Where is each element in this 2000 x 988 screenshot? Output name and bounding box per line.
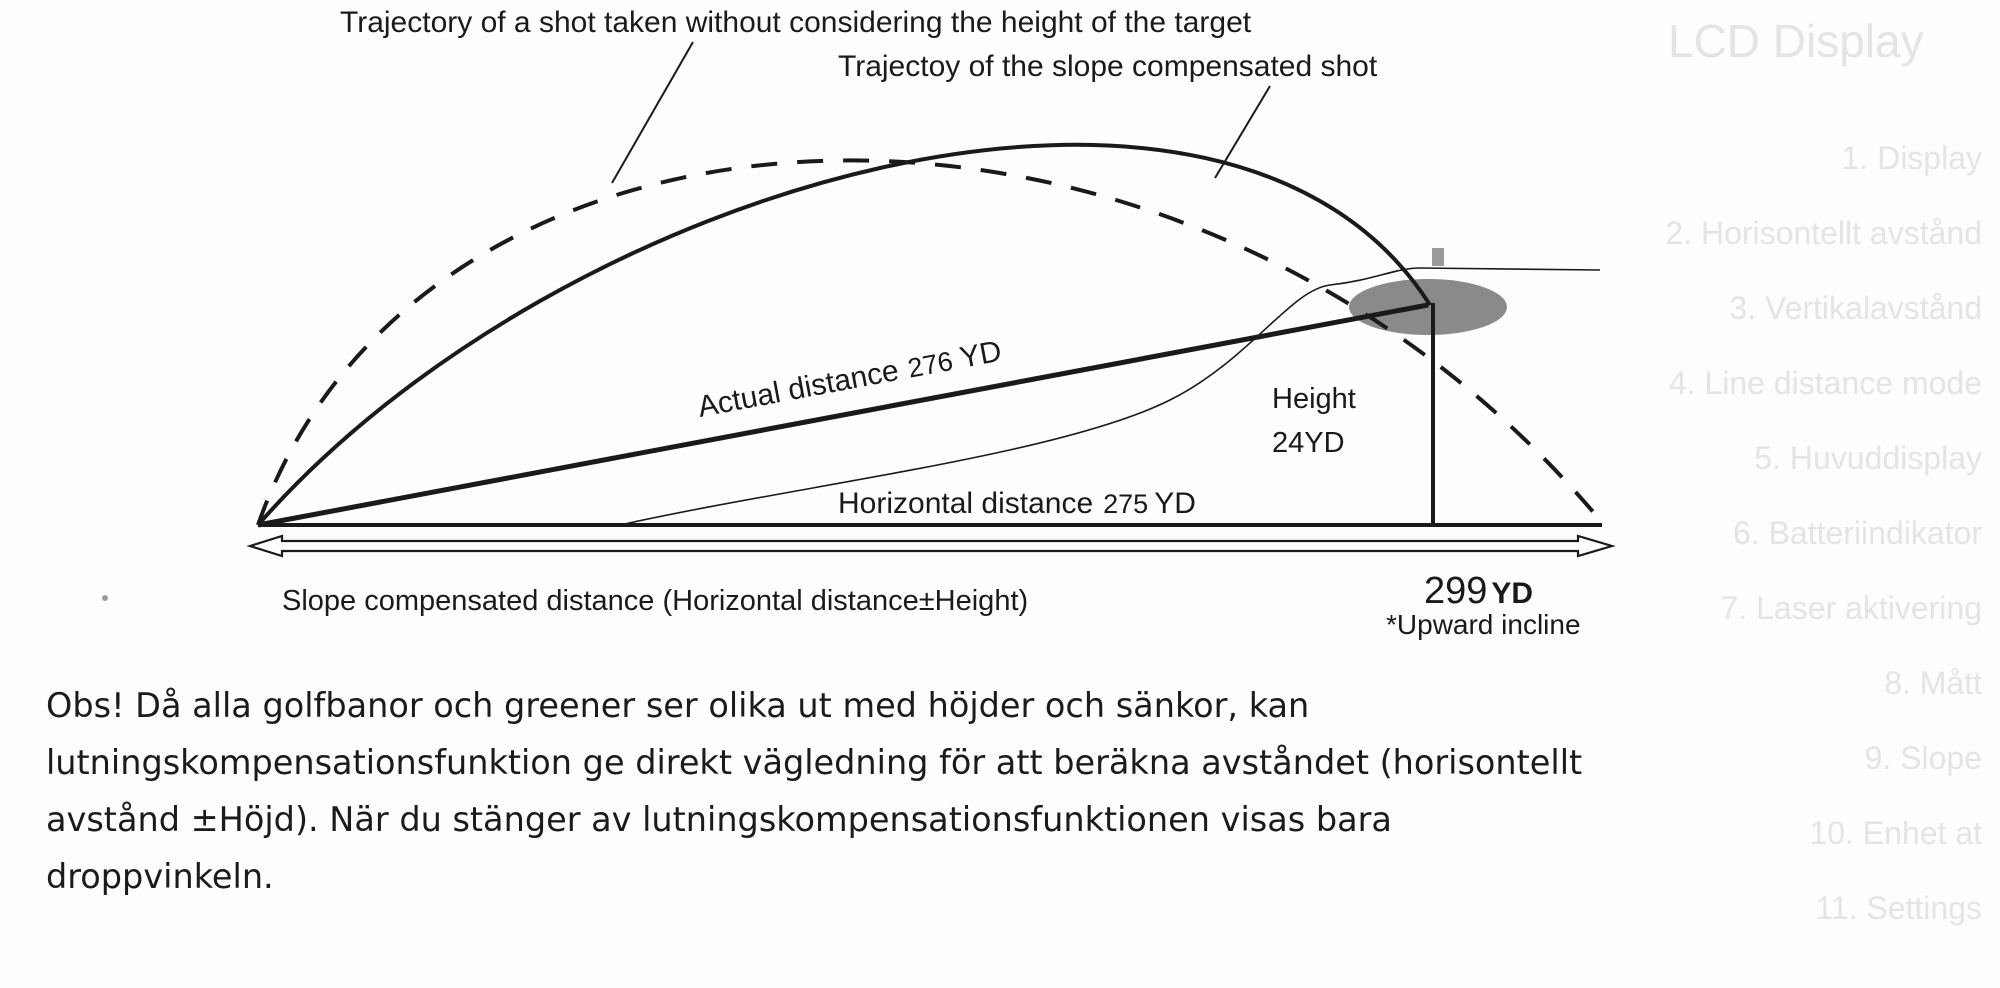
height-label: Height — [1272, 383, 1356, 415]
note-paragraph — [46, 677, 1966, 905]
ghost-item: 10. Enhet at — [1809, 815, 1982, 851]
height-value: 24YD — [1272, 427, 1345, 459]
note-line: avstånd ±Höjd). När du stänger av lutningskompensationsfunktionen visas bara — [46, 800, 1392, 839]
horizontal-distance-value: 275 — [1103, 489, 1149, 519]
horizontal-distance-text: Horizontal distance — [838, 487, 1094, 520]
ghost-item: 1. Display — [1841, 140, 1982, 176]
note-line: droppvinkeln. — [46, 857, 274, 896]
result-unit: YD — [1491, 577, 1534, 610]
result-value: 299 — [1424, 570, 1488, 612]
actual-distance-text: Actual distance — [695, 354, 902, 424]
ghost-item: 2. Horisontellt avstånd — [1665, 215, 1982, 251]
ghost-item: 6. Batteriindikator — [1732, 515, 1982, 551]
leader-line-uncompensated — [612, 42, 693, 183]
slope-compensated-arrow — [250, 536, 1612, 556]
leader-line-compensated — [1215, 86, 1270, 178]
upward-incline-note: *Upward incline — [1386, 609, 1581, 640]
scan-speck — [102, 595, 108, 601]
compensated-trajectory — [258, 145, 1430, 525]
uncompensated-trajectory-label: Trajectory of a shot taken without considering the height of the target — [340, 6, 1252, 39]
ghost-item: 7. Laser aktivering — [1720, 590, 1982, 626]
actual-distance-value: 276 — [905, 345, 956, 384]
ghost-item: 9. Slope — [1864, 740, 1982, 776]
compensated-trajectory-label: Trajectoy of the slope compensated shot — [838, 50, 1378, 83]
ghost-item: 11. Settings — [1815, 890, 1982, 926]
ghost-item: 3. Vertikalavstånd — [1729, 290, 1982, 326]
ghost-item: 4. Line distance mode — [1668, 365, 1982, 401]
flag-pin — [1432, 248, 1444, 266]
horizontal-distance-label — [838, 487, 1196, 520]
ghost-title: LCD Display — [1668, 15, 1924, 67]
uncompensated-trajectory — [258, 160, 1600, 525]
note-line: lutningskompensationsfunktion ge direkt vägledning för att beräkna avståndet (horisontellt — [46, 743, 1583, 782]
slope-compensated-distance-label: Slope compensated distance (Horizontal distance±Height) — [282, 585, 1029, 617]
horizontal-distance-unit: YD — [1154, 487, 1196, 520]
actual-distance-label — [695, 335, 1004, 424]
ghost-item: 5. Huvuddisplay — [1754, 440, 1982, 476]
note-line: Obs! Då alla golfbanor och greener ser olika ut med höjder och sänkor, kan — [46, 686, 1310, 725]
actual-distance-unit: YD — [957, 334, 1005, 375]
result-distance — [1424, 570, 1533, 612]
ghost-item: 8. Mått — [1884, 665, 1982, 701]
